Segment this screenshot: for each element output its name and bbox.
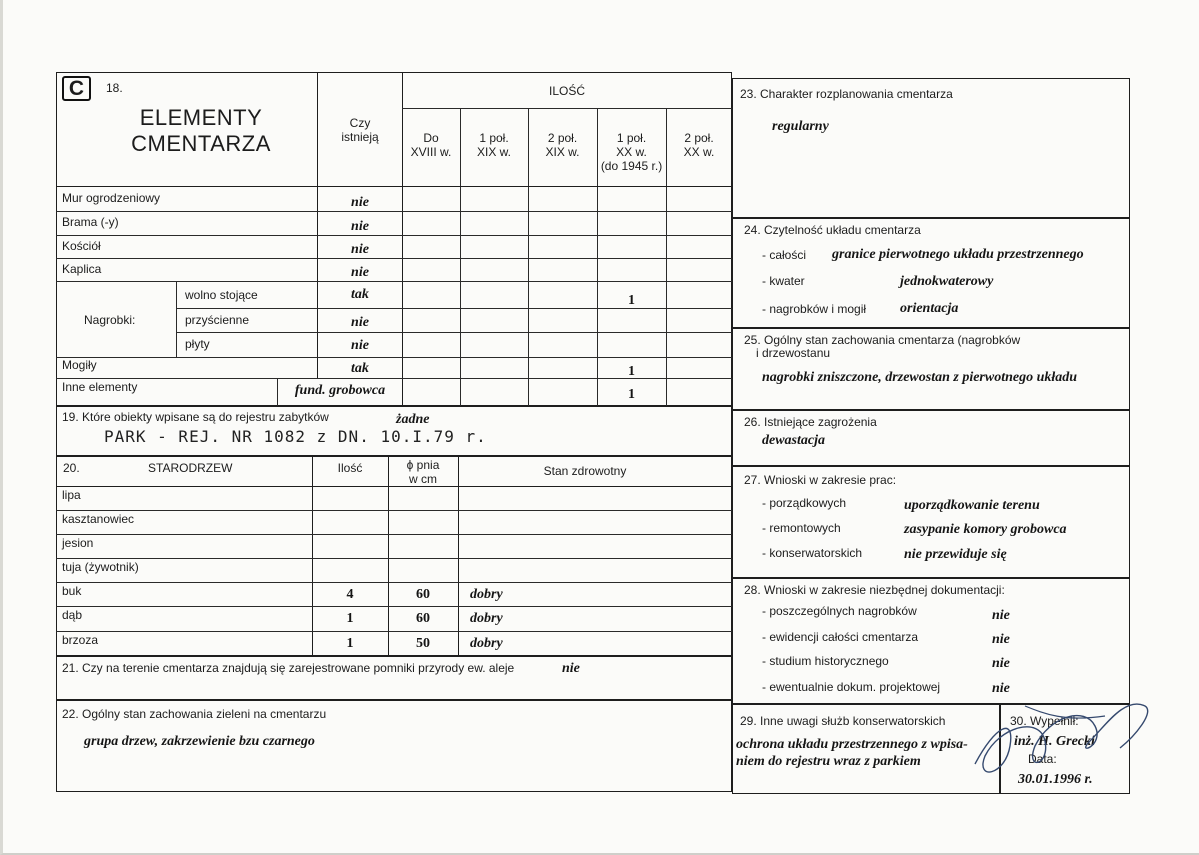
- tree-condition: dobry: [470, 587, 503, 602]
- row-label: Kaplica: [62, 262, 102, 276]
- section-25-answer: nagrobki zniszczone, drzewostan z pierwotnego układu: [762, 370, 1078, 385]
- exists-answer: nie: [351, 195, 369, 210]
- divider: [56, 510, 732, 511]
- divider: [56, 258, 732, 259]
- period-header: 2 poł. XX w.: [683, 131, 715, 159]
- section-30-label: 30. Wypełnił:: [1010, 714, 1079, 728]
- divider: [56, 631, 732, 632]
- divider: [56, 235, 732, 236]
- section-30-date: 30.01.1996 r.: [1018, 772, 1093, 787]
- section-23-answer: regularny: [772, 119, 829, 134]
- tree-count: 4: [346, 587, 354, 602]
- item-label: - nagrobków i mogił: [762, 302, 867, 316]
- item-answer: uporządkowanie terenu: [904, 498, 1040, 513]
- item-label: - porządkowych: [762, 496, 847, 510]
- section-22-label: 22. Ogólny stan zachowania zieleni na cmentarzu: [62, 707, 327, 721]
- row-label: przyścienne: [185, 313, 250, 327]
- section-30-name: inż. H. Grecki: [1014, 734, 1095, 749]
- divider: [56, 281, 732, 282]
- tree-label: lipa: [62, 488, 81, 502]
- section-18-title: ELEMENTY CMENTARZA: [131, 105, 271, 156]
- section-27-label: 27. Wnioski w zakresie prac:: [744, 473, 897, 487]
- nagrobki-label: Nagrobki:: [84, 313, 136, 327]
- section-21-answer: nie: [562, 661, 580, 676]
- tree-diameter: 50: [416, 636, 430, 651]
- tree-label: kasztanowiec: [62, 512, 135, 526]
- tree-condition: dobry: [470, 636, 503, 651]
- divider: [56, 486, 732, 487]
- divider: [56, 186, 732, 187]
- tree-condition: dobry: [470, 611, 503, 626]
- row-label: Mogiły: [62, 358, 97, 372]
- section-19-handwritten-note: PARK - REJ. NR 1082 z DN. 10.I.79 r.: [104, 427, 487, 446]
- exists-answer: nie: [351, 315, 369, 330]
- count-1945: 1: [628, 293, 635, 308]
- period-header: Do XVIII w.: [410, 131, 452, 159]
- section-24-label: 24. Czytelność układu cmentarza: [744, 223, 921, 237]
- period-header: 2 poł. XIX w.: [545, 131, 580, 159]
- tree-diameter: 60: [416, 587, 430, 602]
- divider: [56, 558, 732, 559]
- column-header-czy-istnieja: Czy istnieją: [341, 116, 379, 144]
- row-label: Inne elementy: [62, 380, 138, 394]
- divider: [176, 281, 177, 357]
- section-26-label: 26. Istniejące zagrożenia: [744, 415, 877, 429]
- section-21-label: 21. Czy na terenie cmentarza znajdują się zarejestrowane pomniki przyrody ew. aleje: [62, 661, 515, 675]
- section-19-answer: żadne: [396, 412, 430, 427]
- item-answer: nie: [992, 632, 1010, 647]
- section-25-label-cont: i drzewostanu: [756, 346, 831, 360]
- item-label: - remontowych: [762, 521, 841, 535]
- section-18-number: 18.: [106, 81, 123, 95]
- period-header: 1 poł. XIX w.: [476, 131, 511, 159]
- tree-count: 1: [346, 636, 354, 651]
- divider: [56, 211, 732, 212]
- exists-answer: tak: [351, 361, 369, 376]
- exists-answer: nie: [351, 219, 369, 234]
- item-answer: nie: [992, 608, 1010, 623]
- section-22-answer: grupa drzew, zakrzewienie bzu czarnego: [84, 734, 315, 749]
- item-answer: granice pierwotnego układu przestrzennego: [832, 247, 1084, 262]
- divider: [402, 72, 403, 406]
- section-29-answer: ochrona układu przestrzennego z wpisa- niem do rejestru wraz z parkiem: [736, 737, 968, 769]
- item-answer: nie: [992, 681, 1010, 696]
- row-label: Brama (-y): [62, 215, 119, 229]
- section-23-label: 23. Charakter rozplanowania cmentarza: [740, 87, 953, 101]
- item-label: - konserwatorskich: [762, 546, 863, 560]
- column-header-ilosc: ILOŚĆ: [548, 84, 585, 98]
- section-28-label: 28. Wnioski w zakresie niezbędnej dokumentacji:: [744, 583, 1005, 597]
- section-26-answer: dewastacja: [762, 433, 825, 448]
- item-label: - poszczególnych nagrobków: [762, 604, 917, 618]
- item-label: - ewentualnie dokum. projektowej: [762, 680, 941, 694]
- item-answer: zasypanie komory grobowca: [904, 522, 1067, 537]
- row-label: Mur ogrodzeniowy: [62, 191, 161, 205]
- count-1945: 1: [628, 364, 635, 379]
- item-label: - kwater: [762, 274, 805, 288]
- item-answer: orientacja: [900, 301, 959, 316]
- item-answer: nie: [992, 656, 1010, 671]
- exists-answer: fund. grobowca: [294, 383, 386, 398]
- tree-label: buk: [62, 584, 82, 598]
- exists-answer: nie: [351, 242, 369, 257]
- section-20-number: 20.: [63, 461, 80, 475]
- item-answer: nie przewiduje się: [904, 547, 1007, 562]
- item-label: - ewidencji całości cmentarza: [762, 630, 919, 644]
- tree-label: brzoza: [62, 633, 99, 647]
- section-20-title: STARODRZEW: [148, 461, 233, 475]
- item-label: - studium historycznego: [762, 654, 889, 668]
- row-label: wolno stojące: [185, 288, 258, 302]
- section-19-label: 19. Które obiekty wpisane są do rejestru zabytków: [62, 410, 329, 424]
- count-1945: 1: [628, 387, 635, 402]
- column-header-ilosc: Ilość: [337, 461, 363, 475]
- divider: [56, 606, 732, 607]
- item-answer: jednokwaterowy: [900, 274, 994, 289]
- column-header-stan: Stan zdrowotny: [543, 464, 627, 478]
- handwritten-signature: [955, 686, 1175, 796]
- divider: [56, 357, 732, 358]
- divider: [176, 332, 732, 333]
- column-header-pnia: ϕ pnia w cm: [406, 458, 440, 486]
- tree-label: tuja (żywotnik): [62, 560, 139, 574]
- divider: [402, 108, 732, 109]
- tree-label: jesion: [62, 536, 94, 550]
- exists-answer: nie: [351, 338, 369, 353]
- divider: [56, 534, 732, 535]
- section-30-date-label: Data:: [1028, 752, 1057, 766]
- period-header: 1 poł. XX w. (do 1945 r.): [600, 131, 663, 173]
- section-25-label: 25. Ogólny stan zachowania cmentarza (nagrobków: [744, 333, 1021, 347]
- tree-diameter: 60: [416, 611, 430, 626]
- tree-label: dąb: [62, 608, 83, 622]
- section-29-label: 29. Inne uwagi służb konserwatorskich: [740, 714, 946, 728]
- divider: [56, 582, 732, 583]
- item-label: - całości: [762, 248, 807, 262]
- row-label: Kościół: [62, 239, 101, 253]
- exists-answer: tak: [351, 287, 369, 302]
- row-label: płyty: [185, 337, 210, 351]
- tree-count: 1: [346, 611, 354, 626]
- exists-answer: nie: [351, 265, 369, 280]
- section-badge: C: [62, 76, 91, 101]
